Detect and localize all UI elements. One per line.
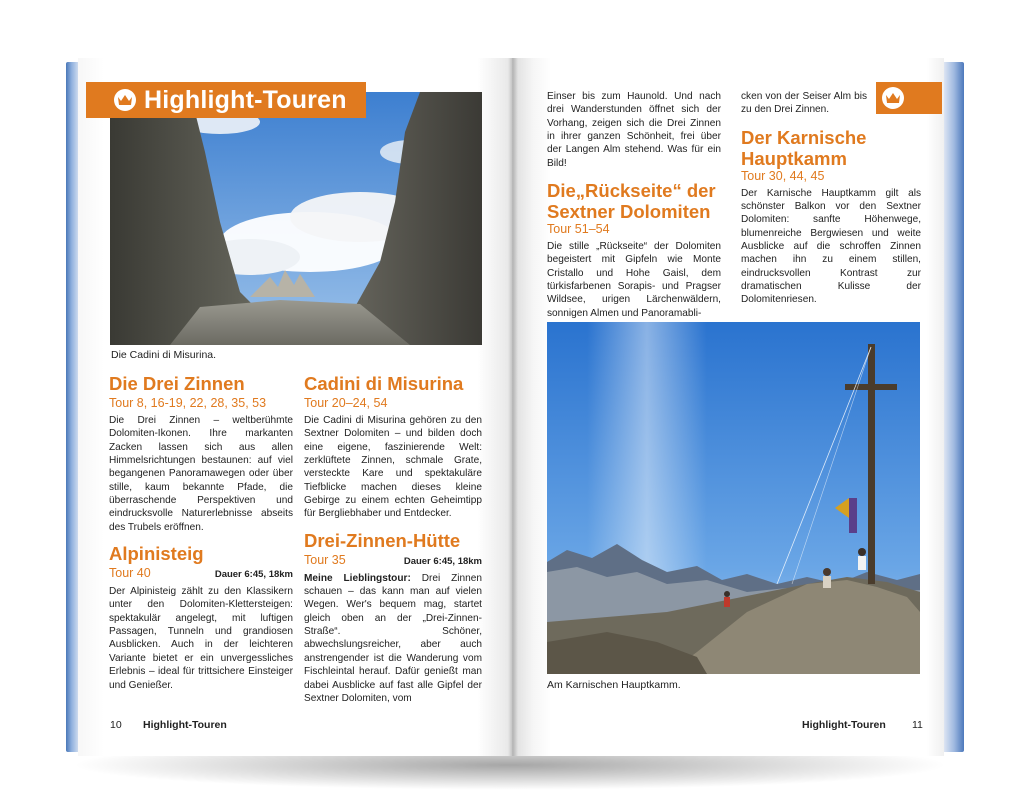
tours-karnischer-hauptkamm: Tour 30, 44, 45 [741, 168, 825, 183]
text-rueckseite: Die stille „Rückseite“ der Dolomiten begeistert mit Gipfeln wie Monte Cristallo und Hohe Gaisl, dem türkisfarbenen Sorapis- und Pragser Wildsee, urigen Lärchenwäldern, sonnigen Almen und Panoramabli- [547, 241, 721, 319]
heading-alpinisteig: Alpinisteig [109, 543, 204, 565]
text-col2-intro: cken von der Seiser Alm bis zu den Drei Zinnen. [741, 91, 867, 116]
heading-karnischer-hauptkamm: Der Karnische Hauptkamm [741, 126, 867, 169]
page-number-left: 10 [110, 719, 122, 731]
heading-drei-zinnen-huette: Drei-Zinnen-Hütte [304, 529, 461, 551]
tours-cadini: Tour 20–24, 54 [304, 396, 388, 410]
book-edge-right [942, 62, 964, 752]
tours-drei-zinnen-huette: Tour 35 [304, 552, 346, 567]
crown-icon [114, 89, 136, 111]
body-drei-zinnen-huette: Drei Zinnen schauen – das kann man auf vielen Wegen. Wer's bequem mag, startet gleich oben an der „Drei-Zinnen-Straße“. Schöner, abwechslungsreicher, aber auch anstrengender ist die Wanderung vom Fischleintal herauf. Dafür genießt man dabei Ausblicke auf fast alle Gipfel der Sextner Dolomiten, vom [304, 572, 482, 704]
right-column-2 [741, 90, 921, 307]
duration-drei-zinnen-huette: Dauer 6:45, 18km [403, 555, 482, 567]
tours-drei-zinnen: Tour 8, 16-19, 22, 28, 35, 53 [109, 396, 267, 410]
photo-karnischer-hauptkamm [547, 322, 920, 674]
lead-lieblingstour: Meine Lieblingstour: [304, 572, 411, 584]
heading-drei-zinnen: Die Drei Zinnen [109, 373, 245, 394]
footer-title-right: Highlight-Touren [802, 719, 886, 731]
heading-rueckseite: Die„Rückseite“ der Sextner Dolomiten [547, 180, 716, 223]
crown-tab-right [876, 82, 942, 114]
book-gutter [508, 58, 518, 756]
duration-alpinisteig: Dauer 6:45, 18km [214, 569, 293, 581]
text-cadini: Die Cadini di Misurina gehören zu den Sextner Dolomiten – und bilden doch eine eigene, faszinierende Welt: zerklüftete Zinnen, schmale Grate, versteckte Kare und spektakuläre Tiefblicke machen dieses kleine Gebirge zu einem echten Geheimtipp für Bergliebhaber und Entdecker. [304, 415, 482, 520]
section-banner [86, 82, 366, 118]
text-karnischer-hauptkamm: Der Karnische Hauptkamm gilt als schönster Balkon vor den Sextner Dolomiten: sanfte Höhenwege, blumenreiche Bergwiesen und weite Ausblicke auf die schroffen Zinnen machen ihn zu einem stillen, eindrucksvollen Kontrast zur dramatischen Kulisse der Dolomitenriesen. [741, 187, 921, 306]
tours-rueckseite: Tour 51–54 [547, 222, 610, 237]
left-column-2 [304, 373, 482, 705]
crown-icon [882, 87, 904, 109]
text-alpinisteig: Der Alpinisteig zählt zu den Klassikern unter den Dolomiten-Klettersteigen: spektakulär angelegt, mit luftigen Passagen, Tunneln und grandiosen Ausblicken. Auch in der leichteren Variante bietet er ein unvergessliches Erlebnis – ideal für trittsichere Einsteiger und Genießer. [109, 586, 293, 691]
text-drei-zinnen: Die Drei Zinnen – weltberühmte Dolomiten-Ikonen. Ihre markanten Zacken lassen sich aus allen Himmelsrichtungen bestaunen: auf viel begangenen Panoramawegen oder über stille, kaum bekannte Pfade, die überraschende Perspektiven und eindrucksvolle Naturerlebnisse abseits des Trubels eröffnen. [109, 415, 293, 533]
footer-title-left: Highlight-Touren [143, 719, 227, 731]
page-number-right: 11 [912, 719, 923, 731]
text-drei-zinnen-huette [304, 572, 482, 705]
photo-caption-left: Die Cadini di Misurina. [111, 349, 217, 361]
right-column-1 [547, 90, 721, 320]
photo-caption-right: Am Karnischen Hauptkamm. [547, 679, 681, 691]
heading-cadini-di-misurina: Cadini di Misurina [304, 373, 464, 394]
photo-cadini-di-misurina [110, 92, 482, 345]
tours-alpinisteig: Tour 40 [109, 566, 151, 581]
banner-title: Highlight-Touren [144, 85, 347, 114]
text-intro-right: Einser bis zum Haunold. Und nach drei Wanderstunden öffnet sich der Vorhang, zeigen sich die Drei Zinnen in ihrer ganzen Schönheit, frei über der Langen Alm stehend. Was für ein Bild! [547, 91, 721, 169]
left-column-1 [109, 373, 293, 692]
